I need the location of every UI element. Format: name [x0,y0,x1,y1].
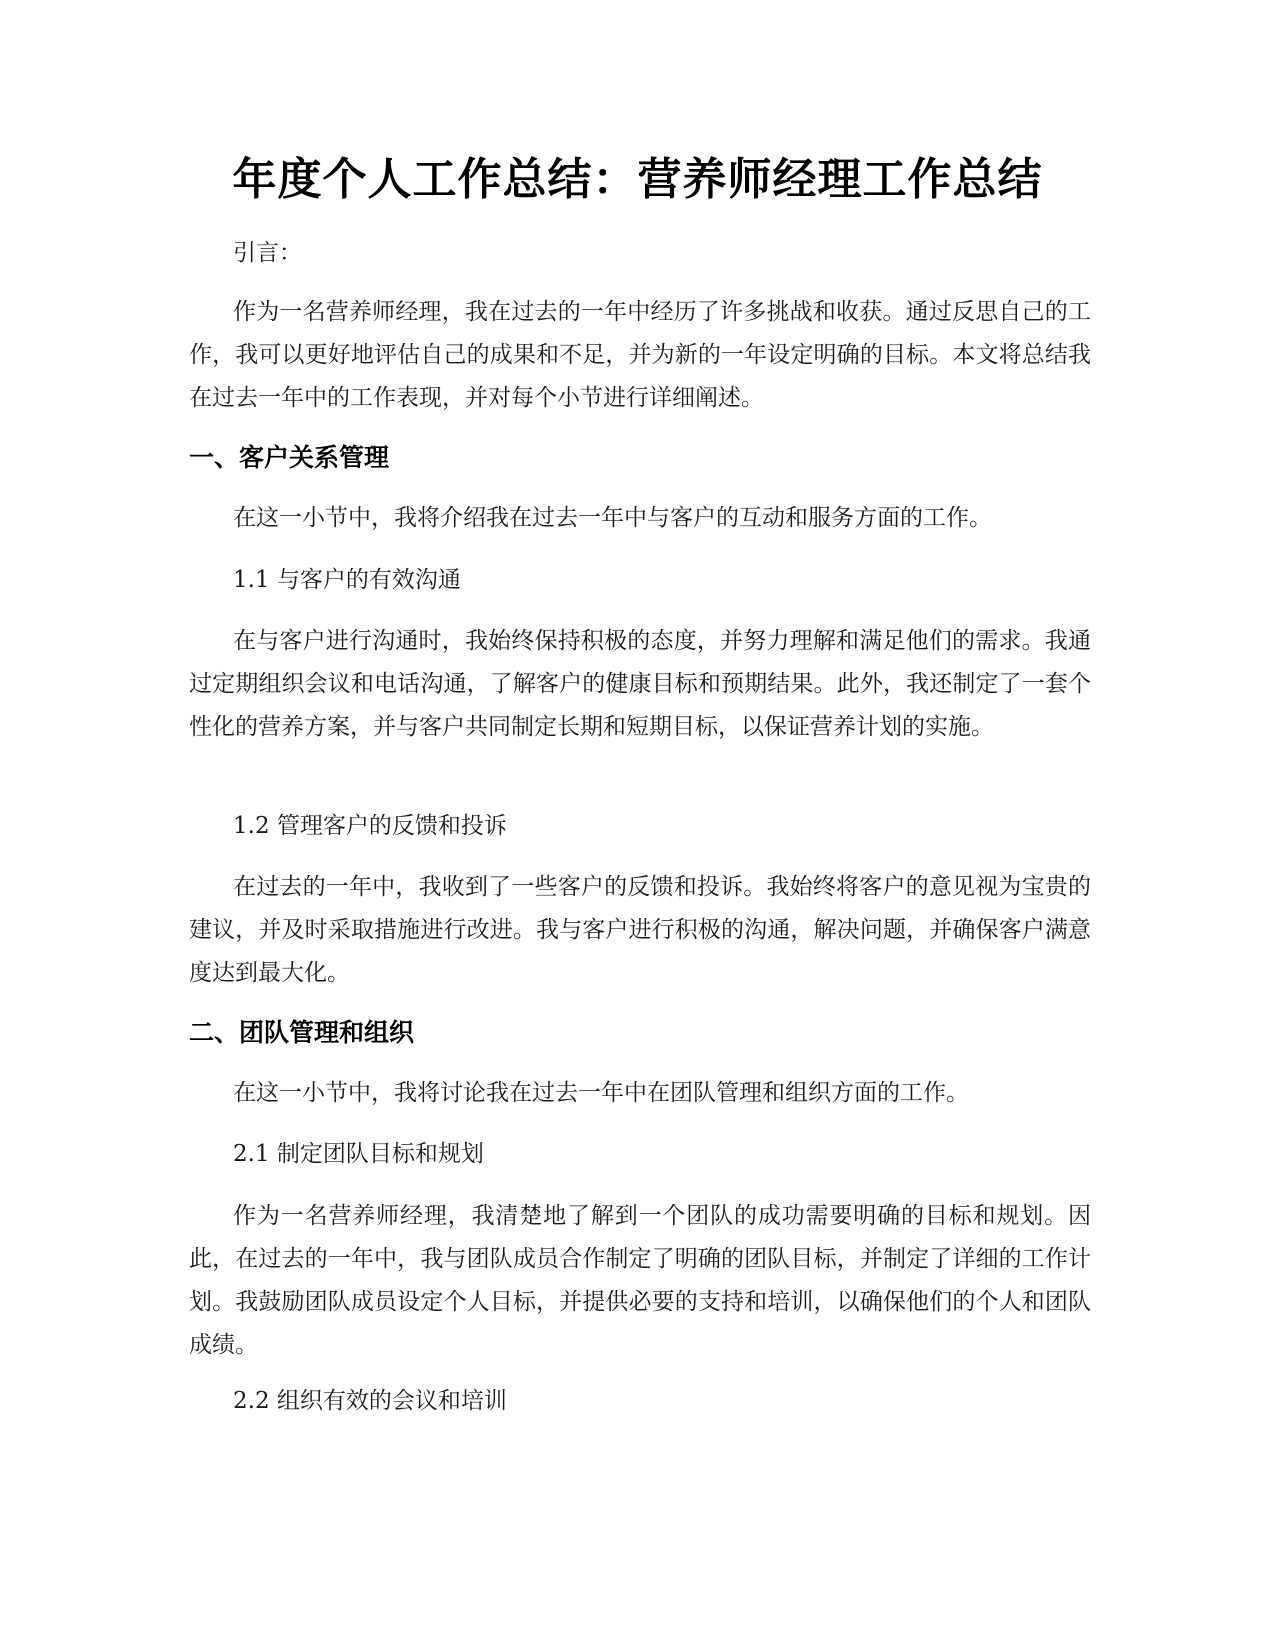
subsection-heading-2-2: 2.2 组织有效的会议和培训 [233,1388,507,1414]
section-heading-team-management: 二、团队管理和组织 [189,1018,415,1047]
subsection-body-1-2: 在过去的一年中，我收到了一些客户的反馈和投诉。我始终将客户的意见视为宝贵的建议，并及时采取措施进行改进。我与客户进行积极的沟通，解决问题，并确保客户满意度达到最大化。 [189,874,1091,986]
section-intro-customer-relations: 在这一小节中，我将介绍我在过去一年中与客户的互动和服务方面的工作。 [233,505,992,531]
subsection-body-1-1: 在与客户进行沟通时，我始终保持积极的态度，并努力理解和满足他们的需求。我通过定期组织会议和电话沟通，了解客户的健康目标和预期结果。此外，我还制定了一套个性化的营养方案，并与客户共同制定长期和短期目标，以保证营养计划的实施。 [189,628,1091,740]
subsection-body-2-1: 作为一名营养师经理，我清楚地了解到一个团队的成功需要明确的目标和规划。因此，在过去的一年中，我与团队成员合作制定了明确的团队目标，并制定了详细的工作计划。我鼓励团队成员设定个人目标，并提供必要的支持和培训，以确保他们的个人和团队成绩。 [189,1203,1091,1358]
intro-paragraph: 作为一名营养师经理，我在过去的一年中经历了许多挑战和收获。通过反思自己的工作，我可以更好地评估自己的成果和不足，并为新的一年设定明确的目标。本文将总结我在过去一年中的工作表现，并对每个小节进行详细阐述。 [189,299,1091,411]
subsection-heading-1-1: 1.1 与客户的有效沟通 [233,567,461,593]
section-heading-customer-relations: 一、客户关系管理 [189,443,390,472]
document-title: 年度个人工作总结：营养师经理工作总结 [232,154,1043,205]
intro-label: 引言： [233,240,302,266]
subsection-heading-2-1: 2.1 制定团队目标和规划 [233,1141,484,1167]
section-intro-team-management: 在这一小节中，我将讨论我在过去一年中在团队管理和组织方面的工作。 [233,1080,969,1106]
subsection-heading-1-2: 1.2 管理客户的反馈和投诉 [233,813,507,839]
